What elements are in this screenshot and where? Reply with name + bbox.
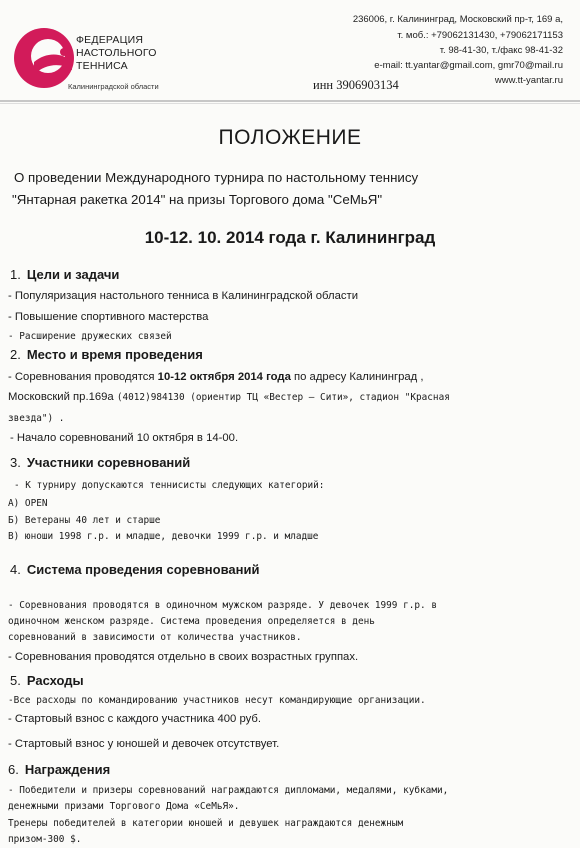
- section-1-line-2: - Повышение спортивного мастерства: [8, 311, 209, 323]
- header-address: 236006, г. Калининград, Московский пр-т, 169 а,: [352, 14, 563, 25]
- section-3-line-4: В) юноши 1998 г.р. и младше, девочки 1999 г.р. и младше: [8, 531, 319, 542]
- section-6-line-2: денежными призами Торгового Дома «СеМьЯ».: [8, 801, 240, 812]
- date-line: 10-12. 10. 2014 года г. Калининград: [144, 228, 436, 247]
- section-1-number: 1.: [10, 267, 21, 282]
- subtitle-line-2: "Янтарная ракетка 2014" на призы Торгового дома "СеМьЯ": [12, 192, 383, 207]
- document-title: ПОЛОЖЕНИЕ: [218, 126, 362, 149]
- section-6-number: 6.: [8, 762, 19, 777]
- section-5-line-2: - Стартовый взнос с каждого участника 400 руб.: [8, 713, 261, 725]
- section-4-line-1: - Соревнования проводятся в одиночном мужском разряде. У девочек 1999 г.р. в: [8, 600, 437, 611]
- section-2-heading: [10, 347, 203, 362]
- header-divider: [0, 100, 580, 102]
- section-2-dates: 10-12 октября 2014 года: [157, 371, 291, 383]
- section-5-line-3: - Стартовый взнос у юношей и девочек отсутствует.: [8, 738, 280, 750]
- section-3-line-3: Б) Ветераны 40 лет и старше: [8, 515, 161, 526]
- subtitle-line-1: О проведении Международного турнира по настольному теннису: [14, 170, 419, 185]
- section-4-title: Система проведения соревнований: [26, 562, 260, 577]
- section-6-line-4: призом-300 $.: [8, 834, 82, 845]
- section-3-line-2: А) OPEN: [8, 498, 48, 509]
- section-2-line-1-c: по адресу Калининград ,: [290, 371, 424, 383]
- section-2-address: Московский пр.169а: [8, 391, 117, 403]
- section-2-title: Место и время проведения: [26, 347, 203, 362]
- section-5-line-1: -Все расходы по командированию участников несут командирующие организации.: [8, 695, 426, 706]
- section-1-line-3: - Расширение дружеских связей: [8, 331, 172, 342]
- section-3-title: Участники соревнований: [26, 455, 191, 470]
- section-4-line-3: соревнований в зависимости от количества участников.: [8, 632, 302, 643]
- section-2-number: 2.: [10, 347, 21, 362]
- logo-region: Калининградской области: [68, 82, 159, 91]
- header-mobile: т. моб.: +79062131430, +79062171153: [397, 30, 563, 41]
- logo-line-1: ФЕДЕРАЦИЯ: [76, 34, 144, 46]
- section-1-line-1: - Популяризация настольного тенниса в Калининградской области: [8, 290, 359, 302]
- section-3-number: 3.: [10, 455, 21, 470]
- section-6-line-1: - Победители и призеры соревнований награждаются дипломами, медалями, кубками,: [8, 785, 449, 796]
- section-2-line-1-a: - Соревнования проводятся: [8, 371, 158, 383]
- header-email: e-mail: tt.yantar@gmail.com, gmr70@mail.ru: [374, 60, 563, 71]
- section-3-heading: [10, 455, 190, 470]
- section-6-title: Награждения: [24, 762, 111, 777]
- header-website: www.tt-yantar.ru: [494, 75, 563, 86]
- section-4-line-4: - Соревнования проводятся отдельно в своих возрастных группах.: [8, 651, 359, 663]
- section-2-line-3: звезда") .: [8, 413, 65, 424]
- logo-line-2: НАСТОЛЬНОГО: [76, 47, 157, 59]
- header-divider-thin: [0, 103, 580, 104]
- section-6-heading: [8, 762, 110, 777]
- logo-line-3: ТЕННИСА: [76, 60, 128, 72]
- section-3-line-1: - К турниру допускаются теннисисты следующих категорий:: [14, 480, 325, 491]
- section-2-line-4: - Начало соревнований 10 октября в 14-00.: [10, 432, 239, 444]
- header-inn: инн 3906903134: [313, 78, 399, 92]
- header-phone: т. 98-41-30, т./факс 98-41-32: [439, 45, 563, 56]
- section-6-line-3: Тренеры победителей в категории юношей и девушек награждаются денежным: [8, 818, 404, 829]
- section-2-line-1: [8, 371, 424, 383]
- section-1-heading: [10, 267, 119, 282]
- section-4-heading: [10, 562, 260, 577]
- section-5-number: 5.: [10, 673, 21, 688]
- section-5-heading: [10, 673, 84, 688]
- section-4-number: 4.: [10, 562, 21, 577]
- section-2-line-2: [8, 391, 450, 403]
- section-5-title: Расходы: [26, 673, 84, 688]
- section-1-title: Цели и задачи: [26, 267, 120, 282]
- section-4-line-2: одиночном женском разряде. Система проведения определяется в день: [8, 616, 375, 627]
- section-2-phone-landmark: (4012)984130 (ориентир ТЦ «Вестер – Сити», стадион "Красная: [116, 392, 450, 403]
